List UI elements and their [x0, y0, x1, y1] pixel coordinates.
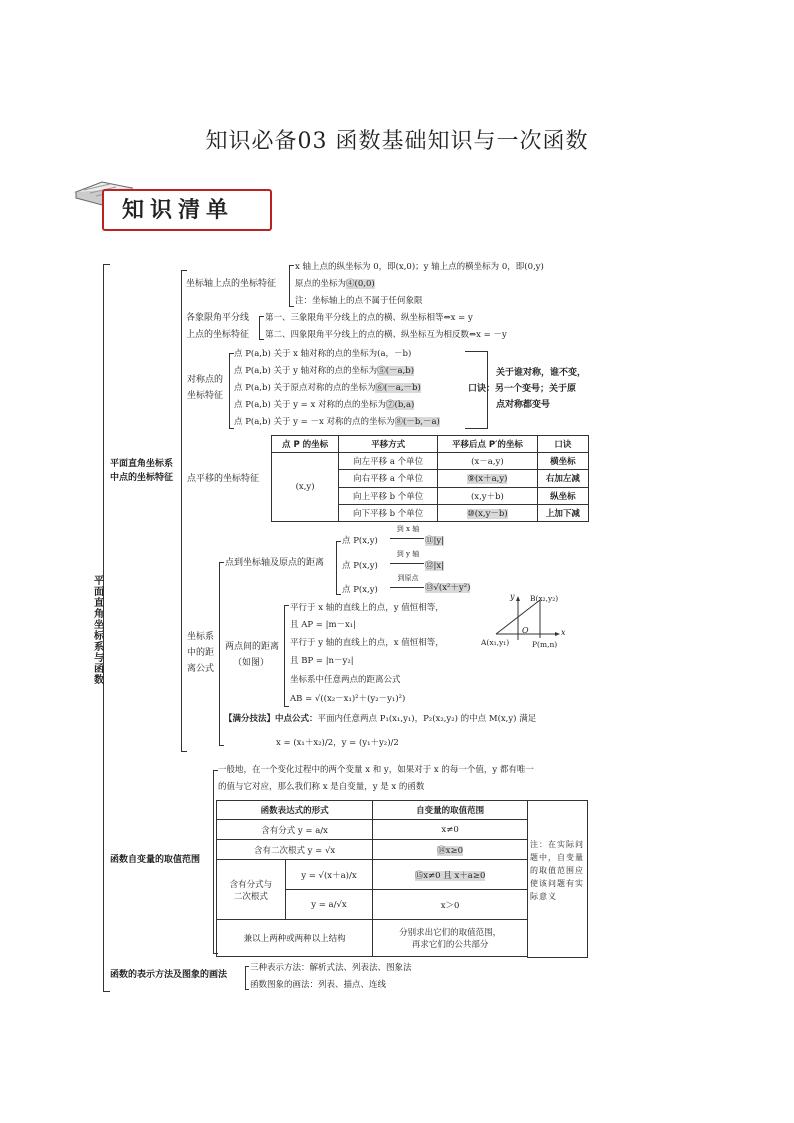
symmetry-line-3: 点 P(a,b) 关于原点对称的点的坐标为⑥(－a,－b) [234, 383, 421, 393]
dist-y-point: 点 P(x,y) [342, 561, 378, 571]
symmetry-tip-2: 口诀：另一个变号；关于原 [468, 384, 577, 394]
translate-point: (x,y) [272, 453, 339, 522]
symmetry-label-1: 对称点的 [187, 375, 224, 385]
dist-o-arrow-label: 到原点 [397, 574, 419, 582]
two-point-label-1: 两点间的距离 [225, 642, 280, 652]
arrow-right-icon [390, 563, 424, 564]
axis-line-2: 原点的坐标为④(0,0) [295, 279, 375, 289]
dist-y-arrow-label: 到 y 轴 [396, 550, 420, 558]
symmetry-line-5: 点 P(a,b) 关于 y = －x 对称的点的坐标为⑧(－b,－a) [234, 417, 440, 427]
translate-header: 口诀 [537, 436, 588, 453]
bisector-brace [259, 316, 264, 340]
two-point-line-6: AB = √((x₂－x₁)²＋(y₂－y₁)²) [290, 694, 406, 704]
sec3-label: 函数自变量的取值范围 [110, 855, 201, 865]
translate-label: 点平移的坐标特征 [187, 474, 260, 484]
dist-x-result: ⑪|y| [425, 536, 445, 546]
translate-way: 向上平移 b 个单位 [339, 487, 438, 504]
sec3-intro-1: 一般地，在一个变化过程中的两个变量 x 和 y，如果对于 x 的每一个值，y 都有唯一 [218, 765, 534, 775]
domain-range: 分别求出它们的取值范围， 再求它们的公共部分 [373, 920, 528, 957]
translate-tip: 横坐标 [537, 453, 588, 470]
domain-note: 注：在实际问题中，自变量的取值范围应使该问题有实际意义 [530, 840, 584, 901]
translate-way: 向右平移 a 个单位 [339, 470, 438, 487]
page-title: 知识必备03 函数基础知识与一次函数 [205, 129, 589, 154]
two-point-line-3: 平行于 y 轴的直线上的点，x 值恒相等， [290, 638, 444, 648]
two-point-line-2: 且 AP = |m－x₁| [290, 620, 357, 630]
point-distance-label: 点到坐标轴及原点的距离 [225, 558, 325, 568]
two-point-brace [284, 605, 289, 707]
point-distance-brace [336, 541, 341, 595]
bisector-label-2: 上点的坐标特征 [186, 330, 250, 340]
fig-o-label: O [522, 626, 529, 635]
axis-line-3: 注：坐标轴上的点不属于任何象限 [295, 296, 423, 306]
axis-brace [289, 265, 294, 307]
domain-range: x＞0 [373, 890, 528, 920]
dist-o-point: 点 P(x,y) [342, 585, 378, 595]
translate-tip: 右加左减 [537, 470, 588, 487]
bisector-label-1: 各象限角平分线 [186, 313, 250, 323]
dist-o-result: ⑬√(x²＋y²) [425, 583, 471, 593]
translate-way: 向下平移 b 个单位 [339, 504, 438, 521]
sec3-intro-2: 的值与它对应，那么我们称 x 是自变量，y 是 x 的函数 [218, 782, 425, 792]
two-point-line-5: 坐标系中任意两点的距离公式 [290, 675, 401, 685]
sec4-label: 函数的表示方法及图象的画法 [110, 970, 228, 980]
sec4-line-2: 函数图象的画法：列表、描点、连线 [250, 980, 387, 990]
domain-form: 含有分式 y = a/x [217, 820, 373, 840]
fig-y-label: y [510, 592, 515, 601]
dist-x-arrow-label: 到 x 轴 [396, 525, 420, 533]
translate-header: 点 P 的坐标 [272, 436, 339, 453]
distance-label-3: 离公式 [187, 664, 215, 674]
sec4-line-1: 三种表示方法：解析式法、列表法、图象法 [250, 963, 412, 973]
fig-p-label: P(m,n) [532, 640, 558, 649]
translate-way: 向左平移 a 个单位 [339, 453, 438, 470]
translate-tip: 上加下减 [537, 504, 588, 521]
translate-tip: 纵坐标 [537, 487, 588, 504]
arrow-right-icon [390, 538, 424, 539]
two-point-line-4: 且 BP = |n－y₂| [290, 656, 354, 666]
arrow-right-icon [390, 587, 424, 588]
symmetry-line-4: 点 P(a,b) 关于 y = x 对称的点的坐标为⑦(b,a) [234, 400, 415, 410]
symmetry-tip-3: 点对称都变号 [496, 400, 551, 410]
sec1-label-1: 平面直角坐标系 [110, 459, 174, 469]
domain-range: x≠0 [373, 820, 528, 840]
dist-y-result: ⑫|x| [425, 561, 445, 571]
sec1-label-2: 中点的坐标特征 [110, 473, 174, 483]
domain-mixed-label: 含有分式与 二次根式 [217, 860, 286, 920]
bisector-line-1: 第一、三象限角平分线上的点的横、纵坐标相等⇔x = y [265, 313, 473, 323]
translate-header: 平移方式 [339, 436, 438, 453]
fig-a-label: A(x₁,y₁) [481, 638, 510, 647]
domain-range: ⑭x≥0 [373, 840, 528, 860]
midpoint-line: 【满分技法】中点公式：平面内任意两点 P₁(x₁,y₁)，P₂(x₂,y₂) 的中点 M(x,y) 满足 [224, 714, 537, 724]
sec4-brace [245, 966, 249, 990]
domain-range: ⑮x≠0 且 x＋a≥0 [373, 860, 528, 890]
dist-x-point: 点 P(x,y) [342, 536, 378, 546]
bisector-line-2: 第二、四象限角平分线上的点的横、纵坐标互为相反数⇔x = －y [265, 330, 507, 340]
midpoint-formula: x = (x₁＋x₂)/2，y = (y₁＋y₂)/2 [276, 738, 399, 748]
domain-form: 兼以上两种或两种以上结构 [217, 920, 373, 957]
symmetry-line-2: 点 P(a,b) 关于 y 轴对称的点的坐标为⑤(－a,b) [234, 366, 415, 376]
domain-form: y = √(x＋a)/x [285, 860, 372, 890]
translate-result: ⑩(x,y－b) [438, 504, 538, 521]
axis-line-1: x 轴上点的纵坐标为 0，即(x,0)；y 轴上点的横坐标为 0，即(0,y) [295, 262, 544, 272]
symmetry-line-1: 点 P(a,b) 关于 x 轴对称的点的坐标为(a，－b) [234, 349, 412, 359]
translate-header: 平移后点 P′的坐标 [438, 436, 538, 453]
distance-label-1: 坐标系 [187, 632, 215, 642]
symmetry-tip-1: 关于谁对称，谁不变， [496, 368, 587, 378]
fig-x-label: x [561, 628, 566, 637]
sec1-brace [181, 270, 187, 752]
translate-result: (x,y＋b) [438, 487, 538, 504]
vertical-title: 平面直角坐标系与函数 [94, 576, 104, 686]
domain-header: 自变量的取值范围 [373, 801, 528, 820]
domain-header: 函数表达式的形式 [217, 801, 373, 820]
translate-table [271, 435, 589, 522]
section-banner-label: 知识清单 [122, 198, 235, 223]
fig-b-label: B(x₂,y₂) [530, 594, 559, 603]
domain-table [216, 800, 528, 957]
two-point-line-1: 平行于 x 轴的直线上的点，y 值恒相等， [290, 603, 444, 613]
translate-result: ⑨(x＋a,y) [438, 470, 538, 487]
distance-label-2: 中的距 [187, 648, 215, 658]
translate-result: (x－a,y) [438, 453, 538, 470]
domain-form: 含有二次根式 y = √x [217, 840, 373, 860]
two-point-label-2: （如图） [233, 658, 270, 668]
domain-form: y = a/√x [285, 890, 372, 920]
symmetry-label-2: 坐标特征 [187, 391, 224, 401]
axis-label: 坐标轴上点的坐标特征 [186, 279, 277, 289]
